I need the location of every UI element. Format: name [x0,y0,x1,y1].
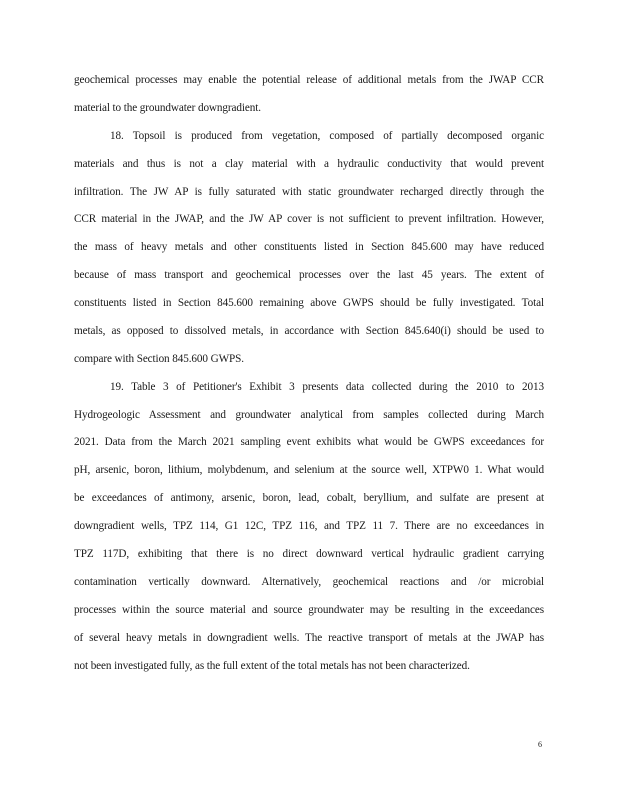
page-number: 6 [538,740,542,749]
body-text-line: compare with Section 845.600 GWPS. [74,353,244,365]
body-text-line: Hydrogeologic Assessment and groundwater analytical from samples collected during March [74,409,544,421]
body-text-line: infiltration. The JW AP is fully saturated with static groundwater recharged directly through the [74,186,544,198]
body-text-line: TPZ 117D, exhibiting that there is no direct downward vertical hydraulic gradient carrying [74,548,544,560]
body-text-line: processes within the source material and source groundwater may be resulting in the exceedances [74,604,544,616]
body-text-line: constituents listed in Section 845.600 remaining above GWPS should be fully investigated. Total [74,297,544,309]
body-text-line: not been investigated fully, as the full extent of the total metals has not been characterized. [74,660,470,672]
body-text-line: the mass of heavy metals and other constituents listed in Section 845.600 may have reduced [74,241,544,253]
body-text-line: because of mass transport and geochemical processes over the last 45 years. The extent of [74,269,544,281]
paragraph-19-first-line: 19. Table 3 of Petitioner's Exhibit 3 presents data collected during the 2010 to 2013 [110,381,544,393]
body-text-line: metals, as opposed to dissolved metals, in accordance with Section 845.640(i) should be used to [74,325,544,337]
body-text-line: be exceedances of antimony, arsenic, boron, lead, cobalt, beryllium, and sulfate are present at [74,492,544,504]
body-text-line: downgradient wells, TPZ 114, G1 12C, TPZ 116, and TPZ 11 7. There are no exceedances in [74,520,544,532]
body-text-line: materials and thus is not a clay material with a hydraulic conductivity that would prevent [74,158,544,170]
paragraph-18-first-line: 18. Topsoil is produced from vegetation, composed of partially decomposed organic [110,130,544,142]
body-text-line: of several heavy metals in downgradient wells. The reactive transport of metals at the JWAP has [74,632,544,644]
body-text-line: contamination vertically downward. Alternatively, geochemical reactions and /or microbial [74,576,544,588]
body-text-line: 2021. Data from the March 2021 sampling event exhibits what would be GWPS exceedances for [74,436,544,448]
body-text-line: pH, arsenic, boron, lithium, molybdenum, and selenium at the source well, XTPW0 1. What would [74,464,544,476]
body-text-line: material to the groundwater downgradient. [74,102,261,114]
body-text-line: CCR material in the JWAP, and the JW AP cover is not sufficient to prevent infiltration. However, [74,213,544,225]
body-text-line: geochemical processes may enable the potential release of additional metals from the JWAP CCR [74,74,544,86]
